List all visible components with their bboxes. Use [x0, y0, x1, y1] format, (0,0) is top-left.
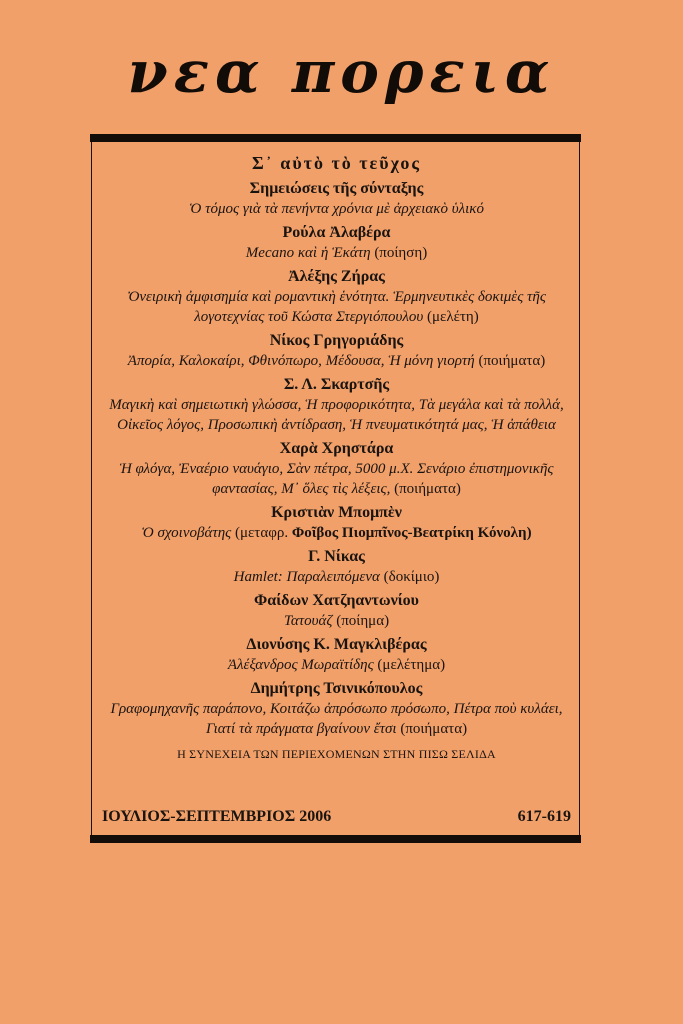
entry-author: Φαίδων Χατζηαντωνίου	[254, 592, 419, 609]
magazine-title: νεα πορεια	[127, 38, 556, 106]
issue-number: 617-619	[517, 808, 571, 825]
contents-entry	[98, 331, 575, 371]
entry-author: Δημήτρης Τσινικόπουλος	[250, 680, 423, 697]
entry-author: Ἀλέξης Ζήρας	[288, 268, 385, 285]
entry-translators: Φοῖβος Πιομπῖνος-Βεατρίκη Κόνολη)	[291, 525, 532, 541]
entry-work: Ὀνειρικὴ ἀμφισημία καὶ ρομαντικὴ ἑνότητα. Ἑρμηνευτικὲς δοκιμὲς τῆς λογοτεχνίας τοῦ Κώστα Στεργιόπουλου	[127, 289, 546, 325]
entry-genre: (ποίηση)	[374, 245, 428, 261]
entry-author: Νίκος Γρηγοριάδης	[269, 332, 404, 349]
entry-author: Γ. Νίκας	[308, 548, 365, 565]
entry-genre: (μελέτημα)	[377, 657, 446, 673]
entry-author: Διονύσης Κ. Μαγκλιβέρας	[246, 636, 427, 653]
contents-panel	[91, 134, 580, 843]
entry-work: Ἀπορία, Καλοκαίρι, Φθινόπωρο, Μέδουσα, Ἡ μόνη γιορτή	[127, 353, 475, 369]
entry-work: Mecano καὶ ἡ Ἑκάτη	[245, 245, 371, 261]
entry-work: Ὁ τόμος γιὰ τὰ πενήντα χρόνια μὲ ἀρχειακὸ ὑλικό	[189, 201, 484, 217]
contents-list	[98, 148, 575, 763]
entry-work: Hamlet: Παραλειπόμενα	[233, 569, 380, 585]
top-rule	[90, 134, 581, 142]
contents-heading: Σ᾿ αὐτὸ τὸ τεῦχος	[252, 153, 421, 173]
entry-genre: (ποιήματα)	[394, 481, 461, 497]
issue-period: ΙΟΥΛΙΟΣ-ΣΕΠΤΕΜΒΡΙΟΣ 2006	[102, 808, 332, 825]
entry-author: Σ. Λ. Σκαρτσῆς	[283, 376, 390, 393]
entry-author: Χαρὰ Χρηστάρα	[279, 440, 394, 457]
entry-work: Ὁ σχοινοβάτης	[141, 525, 232, 541]
contents-entry	[98, 375, 575, 435]
entry-genre: (μελέτη)	[426, 309, 479, 325]
entry-author: Ρούλα Ἀλαβέρα	[282, 224, 391, 241]
entry-genre: (ποίημα)	[336, 613, 390, 629]
entry-work: Ἡ φλόγα, Ἐναέριο ναυάγιο, Σὰν πέτρα, 5000 μ.Χ. Σενάριο ἐπιστημονικῆς φαντασίας, Μ᾿ ὅλες τὶς λέξεις,	[119, 461, 554, 497]
entry-author: Σημειώσεις τῆς σύνταξης	[249, 180, 424, 197]
contents-entry	[98, 503, 575, 543]
issue-footer	[102, 808, 571, 826]
entry-work: Μαγικὴ καὶ σημειωτικὴ γλώσσα, Ἡ προφορικότητα, Τὰ μεγάλα καὶ τὰ πολλά, Οἰκεῖος λόγος, Προσωπικὴ ἀντίδραση, Ἡ πνευματικότητά μας, Ἡ ἀπάθεια	[109, 397, 564, 433]
contents-entry	[98, 179, 575, 219]
entry-genre: (ποιήματα)	[400, 721, 468, 737]
entry-work: Ἀλέξανδρος Μωραϊτίδης	[227, 657, 374, 673]
contents-entry	[98, 267, 575, 327]
entry-genre: (δοκίμιο)	[383, 569, 440, 585]
entry-work: Τατουάζ	[283, 613, 333, 629]
entry-genre: (μεταφρ.	[234, 525, 289, 541]
bottom-rule	[90, 835, 581, 843]
contents-entry	[98, 547, 575, 587]
contents-entry	[98, 679, 575, 739]
entry-author: Κριστιὰν Μπομπὲν	[271, 504, 402, 521]
contents-entry	[98, 635, 575, 675]
contents-entry	[98, 439, 575, 499]
contents-entry	[98, 591, 575, 631]
entry-genre: (ποιήματα)	[478, 353, 546, 369]
contents-entry	[98, 223, 575, 263]
entry-work: Γραφομηχανῆς παράπονο, Κοιτάζω ἀπρόσωπο πρόσωπο, Πέτρα ποὺ κυλάει, Γιατί τὰ πράγματα βγαίνουν ἔτσι	[110, 701, 563, 737]
continued-note: Η ΣΥΝΕΧΕΙΑ ΤΩΝ ΠΕΡΙΕΧΟΜΕΝΩΝ ΣΤΗΝ ΠΙΣΩ ΣΕΛΙΔΑ	[177, 747, 496, 761]
